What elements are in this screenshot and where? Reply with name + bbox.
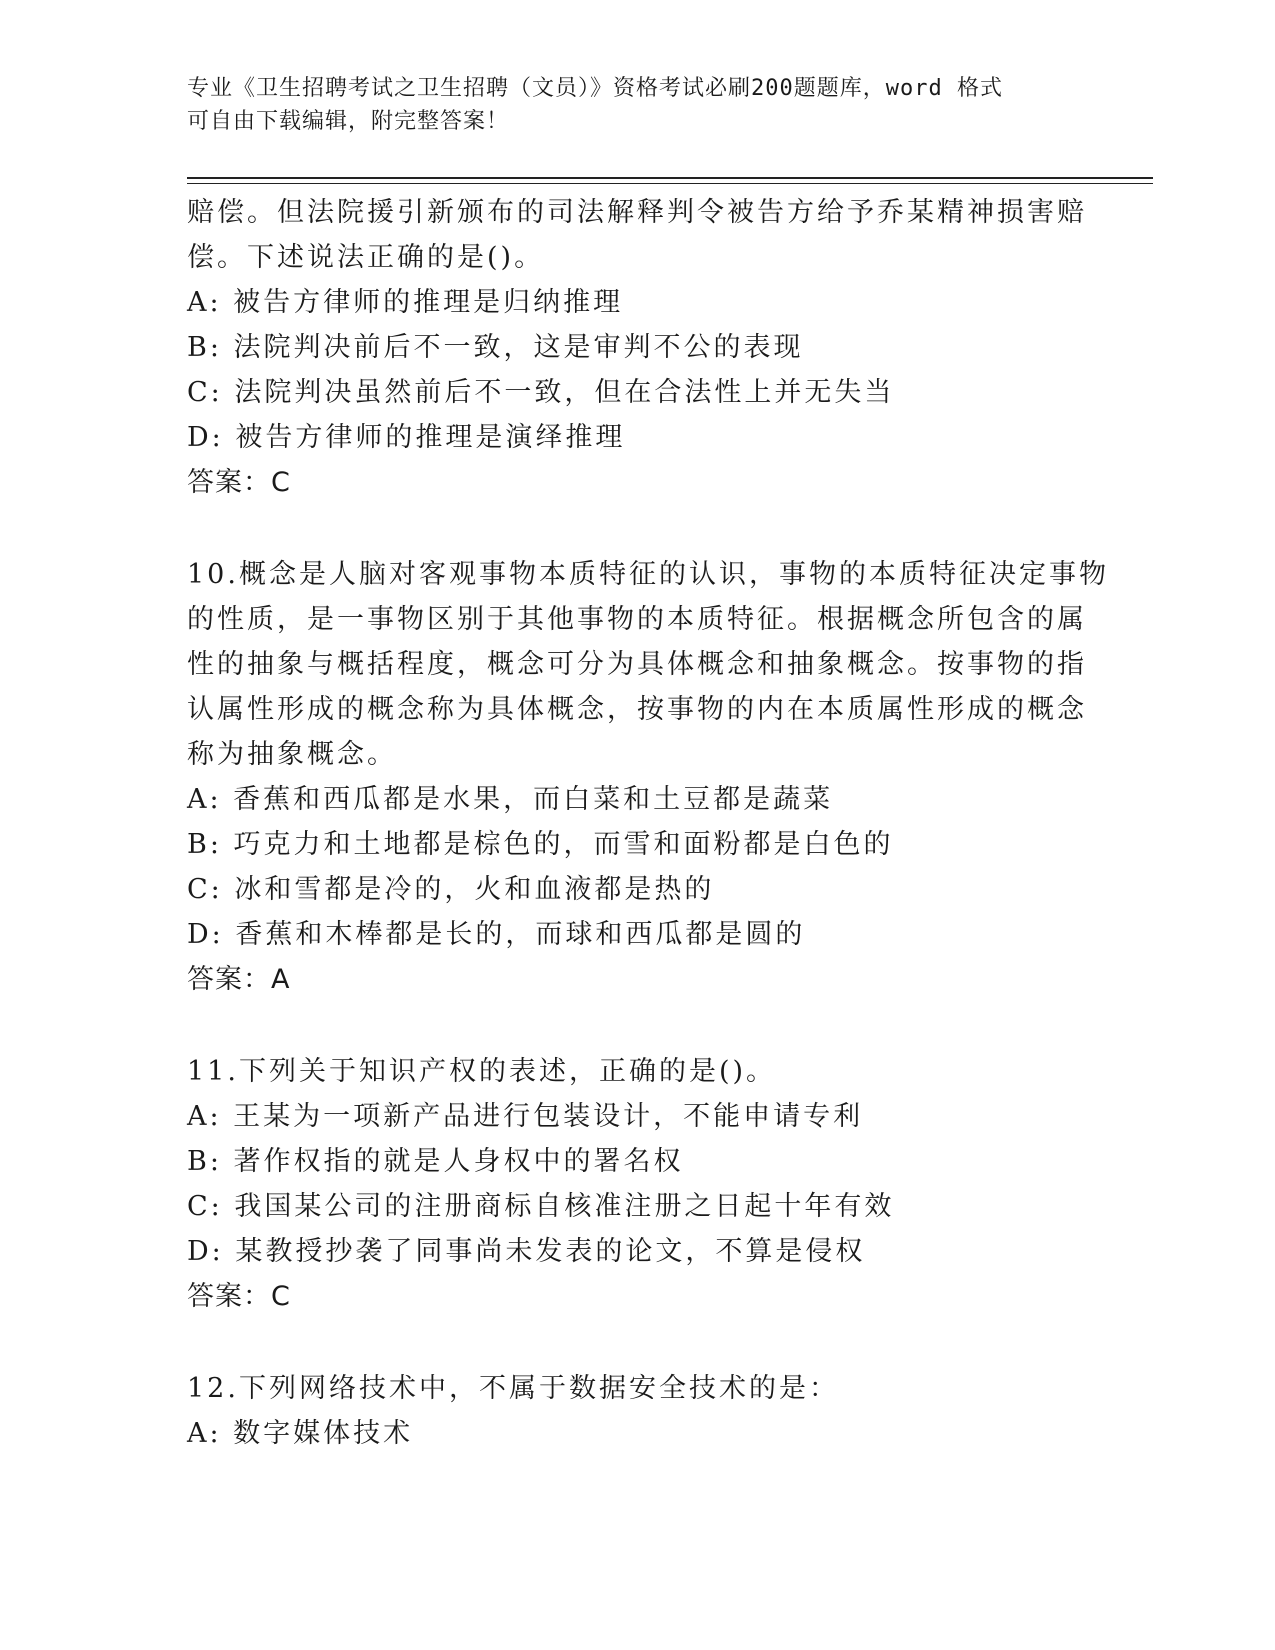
option-c: C: 法院判决虽然前后不一致，但在合法性上并无失当 (187, 377, 895, 408)
option-a: A: 数字媒体技术 (187, 1418, 414, 1449)
option-a: A: 香蕉和西瓜都是水果，而白菜和土豆都是蔬菜 (187, 784, 834, 815)
option-c: C: 冰和雪都是冷的，火和血液都是热的 (187, 874, 715, 905)
question-stem-line: 认属性形成的概念称为具体概念，按事物的内在本质属性形成的概念 (187, 694, 1087, 725)
answer-line: 答案：C (187, 467, 291, 498)
header-line-1: 专业《卫生招聘考试之卫生招聘（文员）》资格考试必刷200题题库，word 格式 (187, 76, 1003, 101)
option-b: B: 著作权指的就是人身权中的署名权 (187, 1146, 684, 1177)
question-content (187, 190, 1109, 1456)
question-spacer (187, 1319, 1087, 1366)
question-block (187, 190, 1087, 505)
option-c: C: 我国某公司的注册商标自核准注册之日起十年有效 (187, 1191, 895, 1222)
header-line-2: 可自由下载编辑，附完整答案！ (187, 109, 510, 134)
option-d: D: 香蕉和木棒都是长的，而球和西瓜都是圆的 (187, 919, 806, 950)
question-stem-line: 12.下列网络技术中，不属于数据安全技术的是： (187, 1373, 839, 1404)
question-stem-line: 偿。下述说法正确的是()。 (187, 242, 545, 273)
question-stem-line: 11.下列关于知识产权的表述，正确的是()。 (187, 1056, 777, 1087)
question-spacer (187, 505, 1087, 552)
question-block (187, 1366, 1087, 1456)
document-header (187, 72, 1067, 138)
answer-line: 答案：C (187, 1281, 291, 1312)
answer-line: 答案：A (187, 964, 291, 995)
option-b: B: 法院判决前后不一致，这是审判不公的表现 (187, 332, 804, 363)
option-d: D: 被告方律师的推理是演绎推理 (187, 422, 626, 453)
option-a: A: 被告方律师的推理是归纳推理 (187, 287, 624, 318)
question-stem-line: 10.概念是人脑对客观事物本质特征的认识，事物的本质特征决定事物 (187, 559, 1109, 590)
option-b: B: 巧克力和土地都是棕色的，而雪和面粉都是白色的 (187, 829, 894, 860)
option-d: D: 某教授抄袭了同事尚未发表的论文，不算是侵权 (187, 1236, 866, 1267)
question-spacer (187, 1002, 1087, 1049)
option-a: A: 王某为一项新产品进行包装设计，不能申请专利 (187, 1101, 864, 1132)
question-stem-line: 的性质，是一事物区别于其他事物的本质特征。根据概念所包含的属 (187, 604, 1087, 635)
question-stem-line: 赔偿。但法院援引新颁布的司法解释判令被告方给予乔某精神损害赔 (187, 197, 1087, 228)
question-block (187, 1049, 1087, 1319)
question-stem-line: 性的抽象与概括程度，概念可分为具体概念和抽象概念。按事物的指 (187, 649, 1087, 680)
header-divider (187, 177, 1153, 184)
question-stem-line: 称为抽象概念。 (187, 739, 397, 770)
question-block (187, 552, 1109, 1002)
